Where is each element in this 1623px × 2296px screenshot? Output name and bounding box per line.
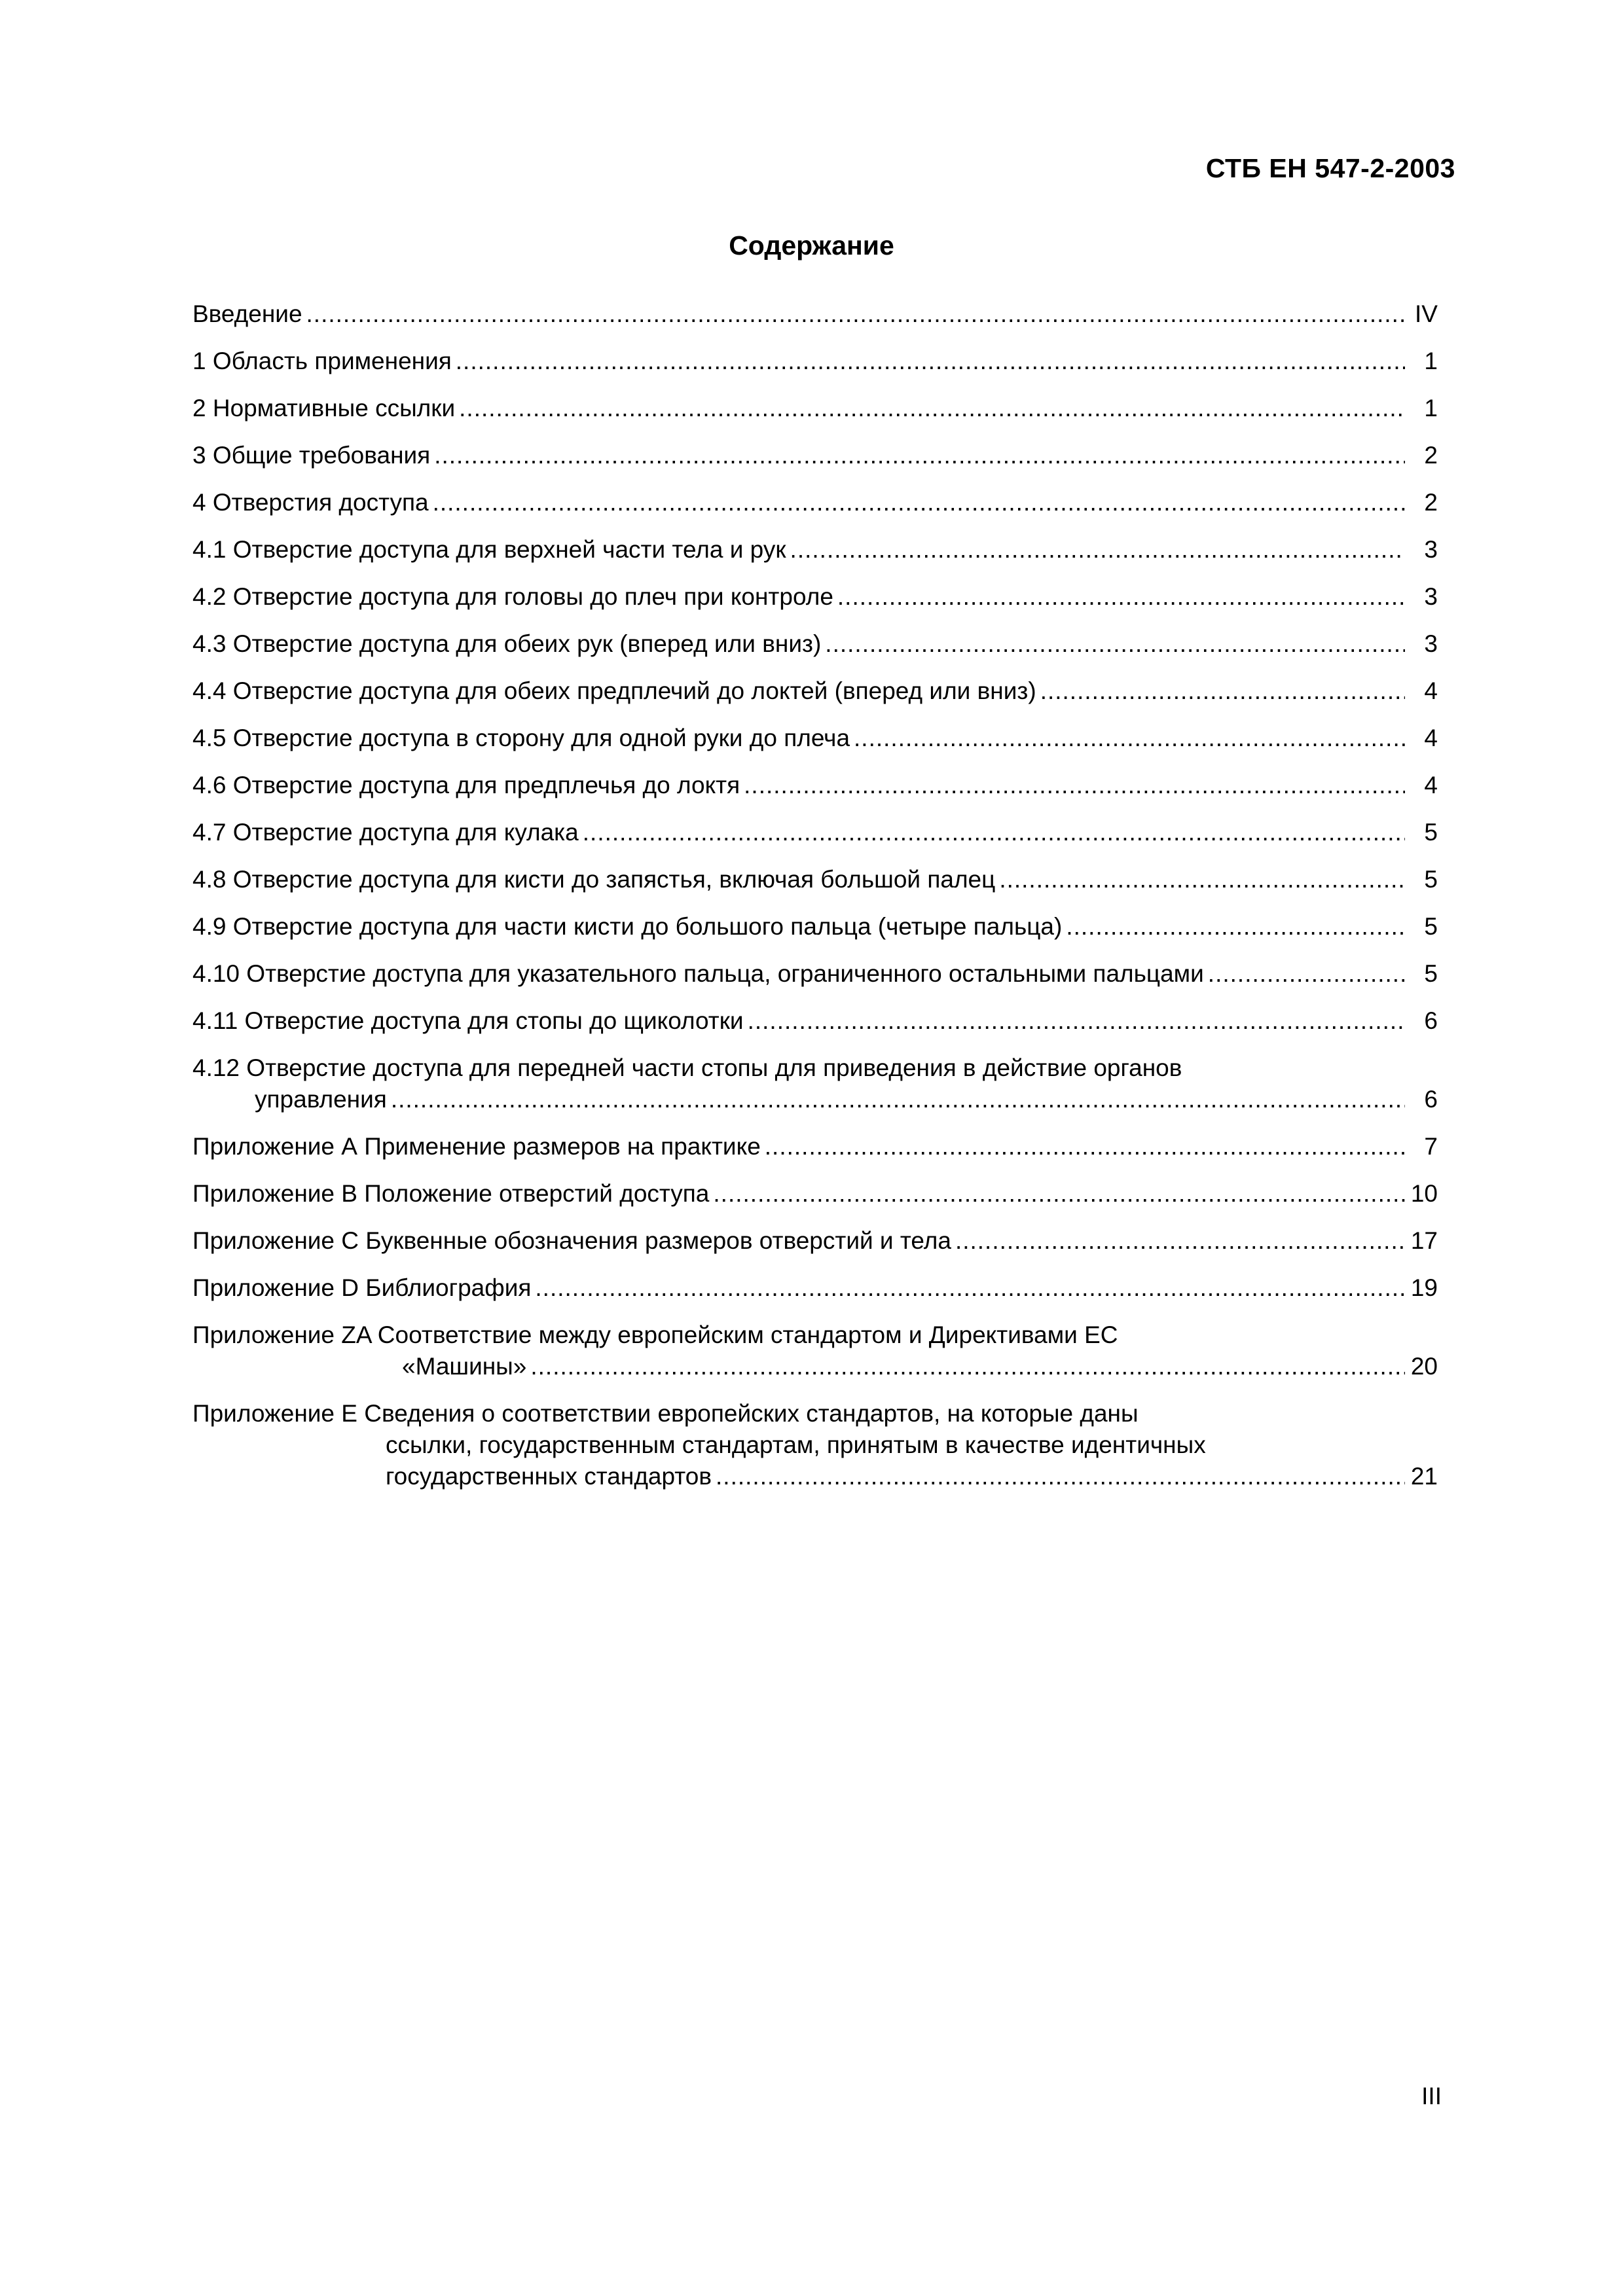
toc-entry [192, 817, 1438, 848]
dot-leader [434, 440, 1405, 471]
dot-leader [837, 581, 1405, 613]
toc-entry-page: 5 [1424, 866, 1438, 893]
toc-entry-page: 1 [1424, 395, 1438, 422]
toc-entry-title: 3 Общие требования [192, 442, 431, 469]
dot-leader [713, 1178, 1405, 1210]
toc-entry [192, 628, 1438, 660]
toc-entry [192, 723, 1438, 754]
toc-entry-page: 6 [1424, 1086, 1438, 1113]
dot-leader [1066, 911, 1405, 942]
toc-entry-page: 3 [1424, 583, 1438, 610]
toc-entry-page: 2 [1424, 442, 1438, 469]
toc-entry-title-continuation: «Машины» [402, 1353, 527, 1380]
toc-entry-page: 17 [1410, 1227, 1438, 1254]
toc-entry-page: 20 [1410, 1353, 1438, 1380]
toc-entry-title: Приложение D Библиография [192, 1274, 532, 1301]
toc-entry-title: 4.4 Отверстие доступа для обеих предплечий до локтей (вперед или вниз) [192, 677, 1036, 704]
toc-entry-title: 4 Отверстия доступа [192, 489, 429, 516]
dot-leader [535, 1272, 1405, 1304]
dot-leader [1040, 675, 1405, 707]
toc-entry [192, 1052, 1438, 1115]
toc-entry [192, 298, 1438, 330]
dot-leader [790, 534, 1405, 565]
toc-entry [192, 1225, 1438, 1257]
toc-entry-page: 5 [1424, 913, 1438, 940]
document-code: СТБ ЕН 547-2-2003 [1205, 153, 1455, 183]
page-number: III [1421, 2083, 1442, 2109]
toc-entry [192, 487, 1438, 518]
toc-entry [192, 1272, 1438, 1304]
toc-entry [192, 1005, 1438, 1037]
toc-entry-page: 21 [1410, 1463, 1438, 1490]
toc-entry-title: 4.6 Отверстие доступа для предплечья до локтя [192, 772, 740, 798]
toc-entry-title: 4.11 Отверстие доступа для стопы до щиколотки [192, 1007, 744, 1034]
toc-entry [192, 1131, 1438, 1162]
toc-entry [192, 675, 1438, 707]
toc-entry-page: IV [1415, 300, 1438, 327]
toc-entry-page: 4 [1424, 725, 1438, 751]
toc-entry-title: Приложение ZA Соответствие между европейским стандартом и Директивами ЕС [192, 1321, 1118, 1348]
toc-entry-title-continuation: ссылки, государственным стандартам, принятым в качестве идентичных [386, 1431, 1206, 1458]
toc-entry-page: 19 [1410, 1274, 1438, 1301]
dot-leader [716, 1461, 1405, 1492]
toc-entry [192, 911, 1438, 942]
toc-entry-page: 1 [1424, 348, 1438, 374]
dot-leader [391, 1084, 1405, 1115]
toc-entry [192, 581, 1438, 613]
table-of-contents [192, 298, 1438, 1508]
toc-entry-title: 1 Область применения [192, 348, 452, 374]
toc-entry [192, 1398, 1438, 1492]
toc-entry-title: Приложение С Буквенные обозначения размеров отверстий и тела [192, 1227, 951, 1254]
toc-entry-title-continuation: управления [255, 1086, 387, 1113]
toc-entry [192, 393, 1438, 424]
toc-entry-title: 2 Нормативные ссылки [192, 395, 456, 422]
toc-entry-title: Приложение В Положение отверстий доступа [192, 1180, 710, 1207]
toc-entry-page: 4 [1424, 677, 1438, 704]
dot-leader [825, 628, 1405, 660]
toc-title: Содержание [729, 230, 894, 260]
toc-entry-page: 6 [1424, 1007, 1438, 1034]
toc-entry-page: 3 [1424, 630, 1438, 657]
toc-entry-title: 4.12 Отверстие доступа для передней части стопы для приведения в действие органов [192, 1054, 1182, 1081]
toc-entry-page: 7 [1424, 1133, 1438, 1160]
toc-entry [192, 440, 1438, 471]
toc-entry [192, 770, 1438, 801]
dot-leader [306, 298, 1405, 330]
toc-entry [192, 958, 1438, 990]
toc-entry [192, 1178, 1438, 1210]
toc-entry-title: 4.5 Отверстие доступа в сторону для одной руки до плеча [192, 725, 850, 751]
dot-leader [955, 1225, 1405, 1257]
dot-leader [433, 487, 1405, 518]
dot-leader [583, 817, 1405, 848]
dot-leader [748, 1005, 1405, 1037]
toc-entry-title: Введение [192, 300, 302, 327]
toc-entry-title: 4.2 Отверстие доступа для головы до плеч при контроле [192, 583, 833, 610]
toc-entry-title: 4.7 Отверстие доступа для кулака [192, 819, 579, 846]
dot-leader [1208, 958, 1405, 990]
toc-entry [192, 534, 1438, 565]
toc-entry-title: 4.3 Отверстие доступа для обеих рук (вперед или вниз) [192, 630, 822, 657]
dot-leader [999, 864, 1405, 895]
toc-entry [192, 1319, 1438, 1382]
dot-leader [854, 723, 1405, 754]
toc-entry-title: 4.8 Отверстие доступа для кисти до запястья, включая большой палец [192, 866, 996, 893]
toc-entry-title: Приложение А Применение размеров на практике [192, 1133, 761, 1160]
dot-leader [456, 346, 1405, 377]
toc-entry-page: 2 [1424, 489, 1438, 516]
dot-leader [459, 393, 1405, 424]
dot-leader [530, 1351, 1405, 1382]
toc-entry-page: 5 [1424, 819, 1438, 846]
toc-entry-page: 4 [1424, 772, 1438, 798]
toc-entry-title: 4.10 Отверстие доступа для указательного пальца, ограниченного остальными пальцами [192, 960, 1204, 987]
toc-entry [192, 864, 1438, 895]
toc-entry-page: 10 [1410, 1180, 1438, 1207]
toc-entry-page: 5 [1424, 960, 1438, 987]
dot-leader [765, 1131, 1405, 1162]
toc-entry-title: Приложение Е Сведения о соответствии европейских стандартов, на которые даны [192, 1400, 1139, 1427]
dot-leader [744, 770, 1405, 801]
toc-entry [192, 346, 1438, 377]
toc-entry-title: 4.9 Отверстие доступа для части кисти до большого пальца (четыре пальца) [192, 913, 1063, 940]
toc-entry-title-continuation: государственных стандартов [386, 1463, 712, 1490]
toc-entry-title: 4.1 Отверстие доступа для верхней части тела и рук [192, 536, 786, 563]
toc-entry-page: 3 [1424, 536, 1438, 563]
